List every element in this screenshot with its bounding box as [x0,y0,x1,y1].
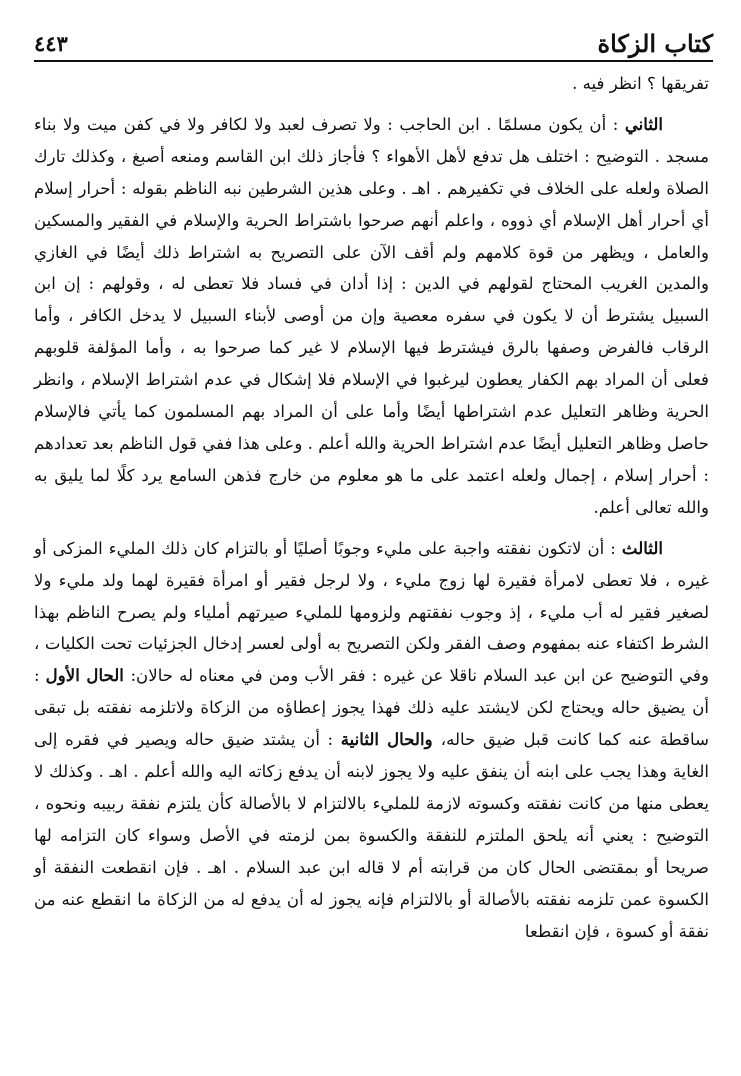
paragraph-third-condition [34,533,709,948]
paragraph-text: : أن يكون مسلمًا . ابن الحاجب : ولا تصرف لعبد ولا لكافر ولا في كفن ميت ولا بناء مسجد . التوضيح : اختلف هل تدفع لأهل الأهواء ؟ فأجاز ذلك ابن القاسم ومنعه أصبغ ، وكذلك تارك الصلاة ولعله على الخلاف في تكفيرهم . اهـ . وعلى هذين الشرطين نبه الناظم بقوله : أحرار إسلام أي أحرار أهل الإسلام أي ذووه ، واعلم أنهم صرحوا باشتراط الحرية والإسلام في الفقير والمسكين والعامل ، ويظهر من قوة كلامهم ولم أقف الآن على التصريح به اشتراط ذلك أيضًا في الغازي والمدين الغريب المحتاج لقولهم في الدين : إذا أدان في فساد فلا تعطى له ، وقولهم : إن ابن السبيل يشترط أن لا يكون في سفره معصية وإن من أوصى لأبناء السبيل لا يدخل الكافر ، وأما الرقاب فالفرض وصفها بالرق فيشترط فيها الإسلام لا غير كما صرحوا به ، وأما المؤلفة قلوبهم فعلى أن المراد بهم الكفار يعطون ليرغبوا في الإسلام فلا إشكال في عدم اشتراط الإسلام ، وانظر الحرية وظاهر التعليل عدم اشتراطها أيضًا وأما على أن المراد بهم المسلمون كما يأتي فالإسلام حاصل وظاهر التعليل أيضًا عدم اشتراط الحرية والله أعلم . وعلى هذا ففي قول الناظم بعد تعدادهم : أحرار إسلام ، إجمال ولعله اعتمد على ما هو معلوم من خارج فذهن السامع يرد كلًا لما يليق به والله تعالى أعلم. [34,114,709,517]
inline-heading: والحال الثانية [340,729,441,750]
paragraph-second-condition [34,109,709,524]
inline-heading: الحال الأول [45,665,131,686]
paragraph-text: تفريقها ؟ انظر فيه . [572,74,709,93]
running-header [34,28,713,62]
page-number: ٤٤٣ [34,31,68,56]
section-lead: الثاني [624,113,663,134]
paragraph-text: : أن يضيق حاله ويحتاج لكن لايشتد عليه ذلك فهذا يجوز إعطاؤه من الزكاة ولاتلزمه نفقته بل تبقى ساقطة عنه كما كانت قبل ضيق حاله، [34,666,710,750]
section-lead: الثالث [621,537,663,558]
paragraph-text: : أن يشتد ضيق حاله ويصير في فقره إلى الغاية وهذا يجب على ابنه أن ينفق عليه ولا يجوز لابنه أن يدفع زكاته اليه والله أعلم . اهـ . وكذلك لا يعطى منها من كانت نفقته وكسوته لازمة للمليء بالالتزام لا بالأصالة كأن يلتزم نفقة ربيبه ونحوه ، التوضيح : يعني أنه يلحق الملتزم للنفقة والكسوة بمن لزمته في الأصل وسواء كان التزامه لها صريحا أو بمقتضى الحال كان من قرابته أم لا قاله ابن عبد السلام . اهـ . فإن انقطعت النفقة أو الكسوة عمن تلزمه نفقته بالأصالة أو بالالتزام فإنه يجوز له أن يدفع له من الزكاة ما انقطع عنه من نفقة أو كسوة ، فإن انقطعا [34,730,709,941]
book-title: كتاب الزكاة [597,29,713,58]
body-text [34,68,709,947]
paragraph-text: : أن لاتكون نفقته واجبة على مليء وجوبًا أصليًا أو بالتزام كان ذلك المليء المزكى أو غيره ، فلا تعطى لامرأة فقيرة لها زوج مليء ، ولا لرجل فقير أو امرأة فقيرة لهما ولد مليء ولا لصغير فقير له أب مليء ، إذ وجوب نفقتهم ولزومها للمليء صيرتهم أملياء ولم يصرح الناظم بهذا الشرط اكتفاء عنه بمفهوم وصف الفقر ولكن التصريح به أولى لعسر إدخال الجزئيات تحت الكليات ، وفي التوضيح عن ابن عبد السلام ناقلا عن غيره : فقر الأب ومن في معناه له حالان: [34,538,709,686]
paragraph-continuation [34,68,709,100]
